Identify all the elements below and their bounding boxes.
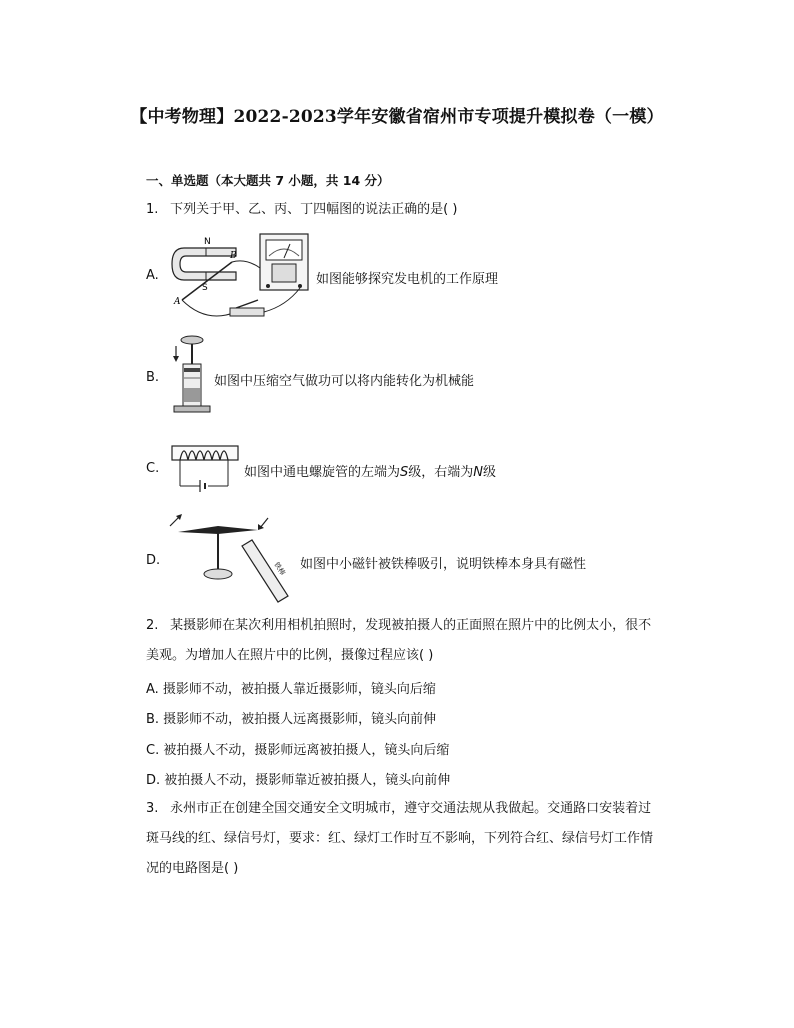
option-b-letter: B. — [146, 370, 160, 385]
air-compression-figure — [166, 332, 214, 418]
question-2-choice-a: A. 摄影师不动，被拍摄人靠近摄影师，镜头向后缩 — [146, 682, 436, 697]
question-text: 永州市正在创建全国交通安全文明城市，遵守交通法规从我做起。交通路口安装着过 — [170, 801, 652, 816]
question-number: 1. — [146, 202, 159, 217]
point-a-label: A — [174, 297, 181, 307]
question-number: 3. — [146, 801, 159, 816]
option-d-text: 如图中小磁针被铁棒吸引，说明铁棒本身具有磁性 — [300, 557, 587, 572]
option-c-text-after: 级 — [483, 465, 497, 480]
page-title: 【中考物理】2022-2023学年安徽省宿州市专项提升模拟卷（一模） — [130, 107, 664, 127]
question-3-stem-line2: 斑马线的红、绿信号灯，要求：红、绿灯工作时互不影响，下列符合红、绿信号灯工作情 — [146, 831, 654, 846]
point-b-label: B — [230, 251, 237, 261]
question-number: 2. — [146, 618, 159, 633]
generator-experiment-figure — [166, 228, 316, 324]
question-2-choice-c: C. 被拍摄人不动，摄影师远离被拍摄人，镜头向后缩 — [146, 743, 450, 758]
question-text: 下列关于甲、乙、丙、丁四幅图的说法正确的是( ) — [170, 202, 458, 217]
question-1-stem — [146, 195, 457, 225]
solenoid-circuit-figure — [168, 440, 242, 496]
pole-n: N — [473, 465, 484, 480]
option-c-text-before: 如图中通电螺旋管的左端为 — [244, 465, 401, 480]
question-2-choice-b: B. 摄影师不动，被拍摄人远离摄影师，镜头向前伸 — [146, 712, 437, 727]
iron-rod-label: 铁棒 — [272, 560, 287, 577]
option-b-text: 如图中压缩空气做功可以将内能转化为机械能 — [214, 374, 475, 389]
option-a-text: 如图能够探究发电机的工作原理 — [316, 272, 499, 287]
question-3-stem-line3: 况的电路图是( ) — [146, 861, 239, 876]
pole-s: S — [400, 465, 409, 480]
option-a-letter: A. — [146, 268, 159, 283]
question-3-stem-line1 — [146, 794, 651, 824]
question-2-stem-line1 — [146, 611, 651, 641]
pole-s-label: S — [202, 283, 208, 293]
question-text: 某摄影师在某次利用相机拍照时，发现被拍摄人的正面照在照片中的比例太小，很不 — [170, 618, 652, 633]
option-c-text — [244, 461, 496, 480]
question-2-choice-d: D. 被拍摄人不动，摄影师靠近被拍摄人，镜头向前伸 — [146, 773, 451, 788]
compass-needle-figure — [164, 512, 304, 604]
option-c-letter: C. — [146, 461, 160, 476]
pole-n-label: N — [204, 237, 211, 247]
section-heading: 一、单选题（本大题共 7 小题，共 14 分） — [146, 173, 390, 188]
option-c-text-mid: 级，右端为 — [408, 465, 474, 480]
question-2-stem-line2: 美观。为增加人在照片中的比例，摄像过程应该( ) — [146, 648, 434, 663]
option-d-letter: D. — [146, 553, 161, 568]
